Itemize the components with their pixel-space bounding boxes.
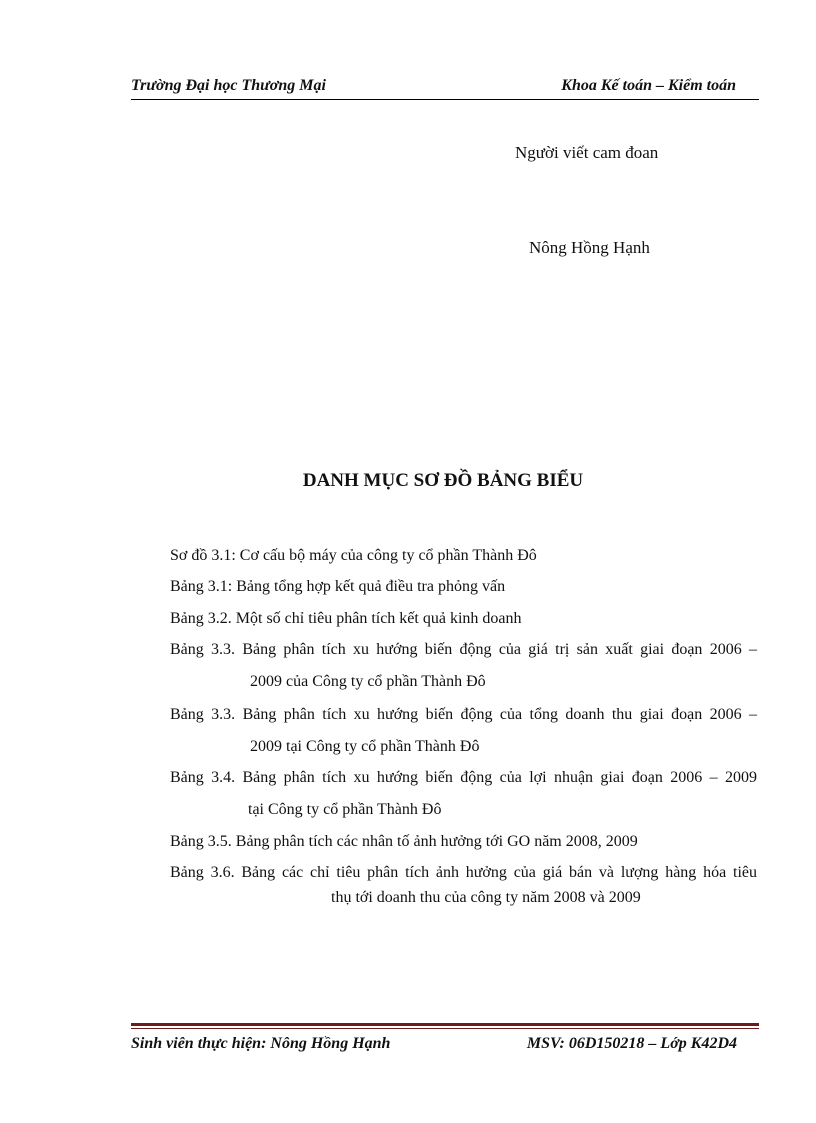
list-entry-line: Bảng 3.5. Bảng phân tích các nhân tố ảnh hưởng tới GO năm 2008, 2009	[170, 833, 638, 850]
list-entry-continuation: 2009 của Công ty cổ phần Thành Đô	[250, 673, 486, 690]
footer-student-name: Sinh viên thực hiện: Nông Hồng Hạnh	[131, 1035, 391, 1052]
list-entry-line: Bảng 3.4. Bảng phân tích xu hướng biến động của lợi nhuận giai đoạn 2006 – 2009	[170, 769, 757, 786]
header-school-name: Trường Đại học Thương Mại	[131, 77, 326, 94]
list-entry-line: Bảng 3.6. Bảng các chỉ tiêu phân tích ảnh hưởng của giá bán và lượng hàng hóa tiêu	[170, 864, 757, 881]
list-entry-line: Bảng 3.2. Một số chỉ tiêu phân tích kết quả kinh doanh	[170, 610, 522, 627]
signature-caption: Người viết cam đoan	[515, 143, 659, 162]
footer-divider-thick	[131, 1023, 759, 1026]
list-entry-continuation: tại Công ty cổ phần Thành Đô	[248, 801, 442, 818]
list-entry-continuation: 2009 tại Công ty cổ phần Thành Đô	[250, 738, 480, 755]
header-divider	[131, 99, 759, 100]
list-entry-line: Sơ đồ 3.1: Cơ cấu bộ máy của công ty cổ phần Thành Đô	[170, 547, 537, 564]
list-entry-continuation: thụ tới doanh thu của công ty năm 2008 và 2009	[331, 889, 641, 906]
footer-divider-thin	[131, 1028, 759, 1029]
header-faculty-name: Khoa Kế toán – Kiểm toán	[561, 77, 736, 94]
list-entry-line: Bảng 3.3. Bảng phân tích xu hướng biến động của tổng doanh thu giai đoạn 2006 –	[170, 706, 757, 723]
signature-name: Nông Hồng Hạnh	[529, 238, 650, 257]
list-entry-line: Bảng 3.1: Bảng tổng hợp kết quả điều tra phỏng vấn	[170, 578, 506, 595]
footer-student-id-class: MSV: 06D150218 – Lớp K42D4	[526, 1035, 737, 1052]
list-entry-line: Bảng 3.3. Bảng phân tích xu hướng biến động của giá trị sản xuất giai đoạn 2006 –	[170, 641, 757, 658]
list-of-figures-tables-title: DANH MỤC SƠ ĐỒ BẢNG BIỂU	[302, 470, 584, 491]
